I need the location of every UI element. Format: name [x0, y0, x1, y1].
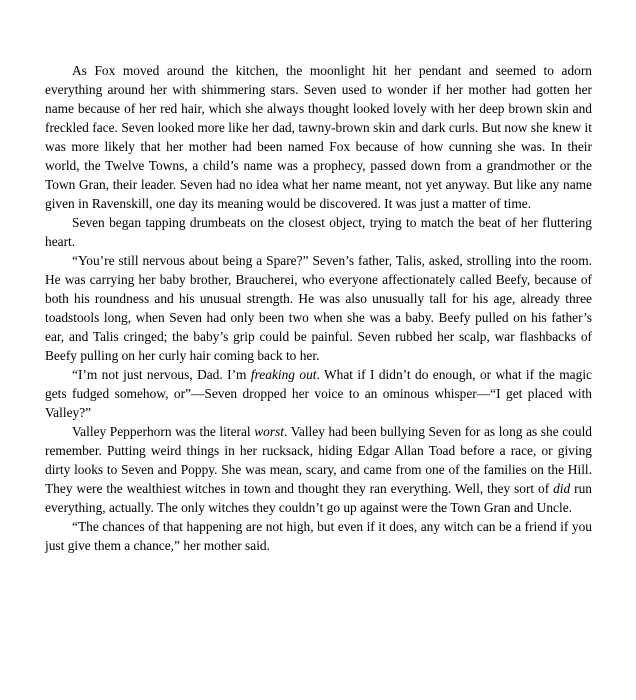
body-text: Valley Pepperhorn was the literal — [72, 424, 255, 439]
paragraph — [45, 517, 592, 555]
body-text: “You’re still nervous about being a Spare?” Seven’s father, Talis, asked, strolling into the room. He was carrying her baby brother, Braucherei, who everyone affectionately called Beefy, because of both his roundness and his unusual strength. He was also unusually tall for his age, already three toadstools long, when Seven had only been two when she was a baby. Beefy pulled on his father’s ear, and Talis cringed; the baby’s grip could be painful. Seven rubbed her scalp, war flashbacks of Beefy pulling on her curly hair coming back to her. — [45, 253, 592, 363]
italic-text: freaking out — [250, 367, 317, 382]
paragraph — [45, 365, 592, 422]
paragraph — [45, 251, 592, 365]
paragraph — [45, 422, 592, 517]
body-text: As Fox moved around the kitchen, the moonlight hit her pendant and seemed to adorn everything around her with shimmering stars. Seven used to wonder if her mother had gotten her name because of her red hair, which she always thought looked lovely with her deep brown skin and freckled face. Seven looked more like her dad, tawny-brown skin and dark curls. But now she knew it was more likely that her mother had been named Fox because of how cunning she was. In their world, the Twelve Towns, a child’s name was a prophecy, passed down from a grandmother or the Town Gran, their leader. Seven had no idea what her name meant, not yet anyway. But like any name given in Ravenskill, one day its meaning would be discovered. It was just a matter of time. — [45, 63, 592, 211]
body-text: Seven began tapping drumbeats on the closest object, trying to match the beat of her fluttering heart. — [45, 215, 592, 249]
body-text: . What if I didn’t do enough, or what if the magic gets fudged somehow, or”—Seven dropped her voice to an ominous whisper—“I get placed with Valley?” — [45, 367, 592, 420]
body-text: run everything, actually. The only witches they couldn’t go up against were the Town Gran and Uncle. — [45, 481, 592, 515]
paragraph — [45, 61, 592, 213]
body-text: . Valley had been bullying Seven for as long as she could remember. Putting weird things in her rucksack, hiding Edgar Allan Toad before a race, or giving dirty looks to Seven and Poppy. She was mean, scary, and came from one of the families on the Hill. They were the wealthiest witches in town and thought they ran everything. Well, they sort of — [45, 424, 592, 496]
paragraph — [45, 213, 592, 251]
italic-text: worst — [254, 424, 285, 439]
italic-text: did — [553, 481, 571, 496]
body-text: “I’m not just nervous, Dad. I’m — [72, 367, 251, 382]
page-text — [45, 61, 592, 555]
body-text: “The chances of that happening are not high, but even if it does, any witch can be a friend if you just give them a chance,” her mother said. — [45, 519, 592, 553]
